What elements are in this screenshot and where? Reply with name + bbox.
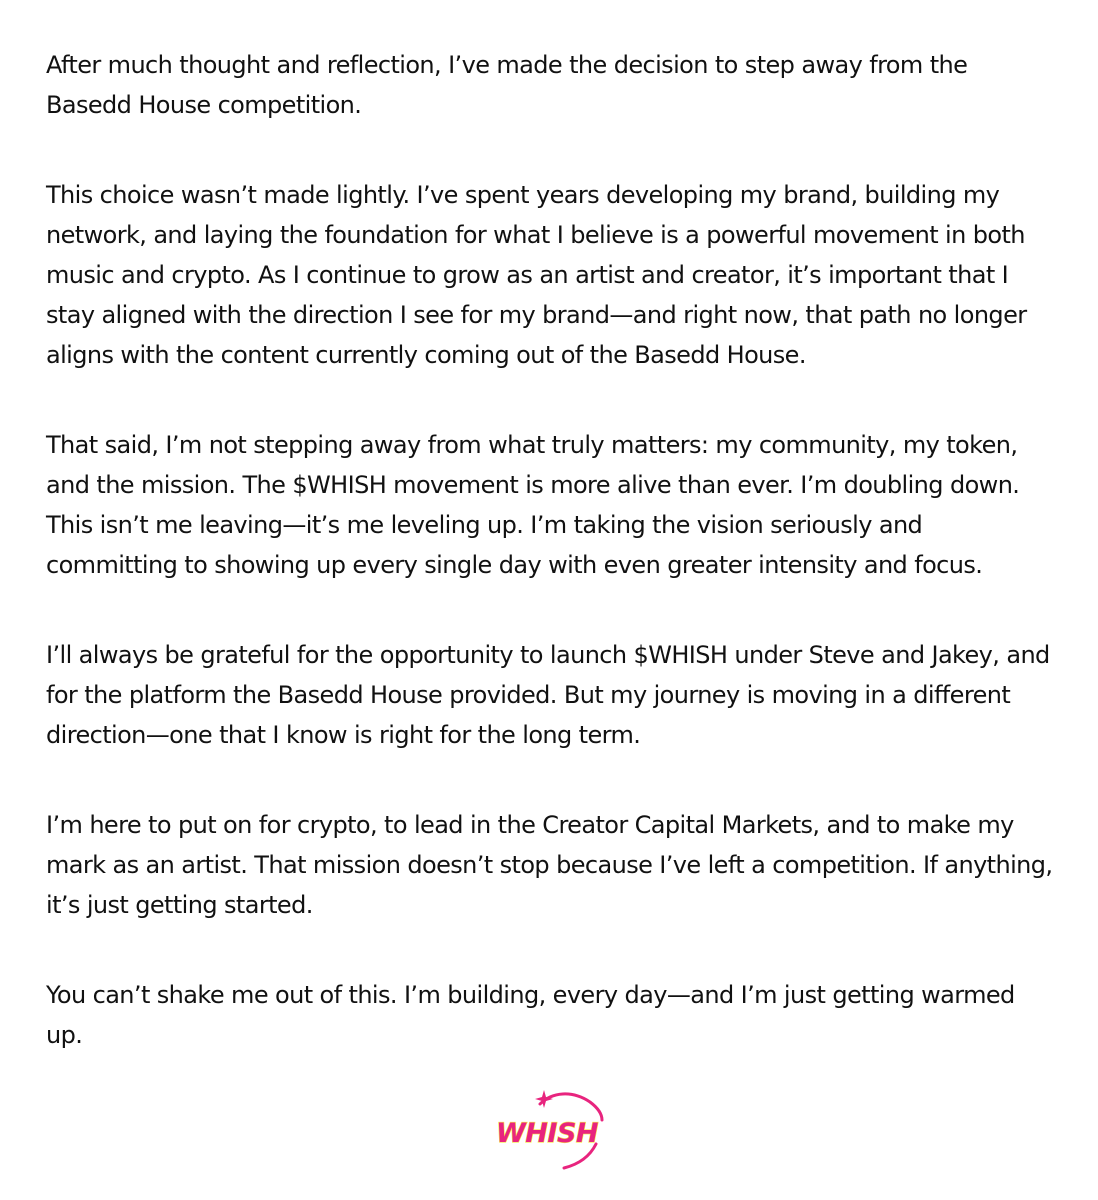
logo-swoosh-top <box>540 1094 602 1120</box>
paragraph-2: This choice wasn’t made lightly. I’ve spent years developing my brand, building my network, and laying the foundation for what I believe is a powerful movement in both music and crypto. As I continue to grow as an artist and creator, it’s important that I stay aligned with the direction I see for my brand—and right now, that path no longer aligns with the content currently coming out of the Basedd House. <box>46 181 1027 369</box>
paragraph-5: I’m here to put on for crypto, to lead in the Creator Capital Markets, and to make my mark as an artist. That mission doesn’t stop because I’ve left a competition. If anything, it’s just getting started. <box>46 811 1053 919</box>
sparkle-icon <box>535 1090 553 1108</box>
paragraph-1: After much thought and reflection, I’ve made the decision to step away from the Basedd House competition. <box>46 51 968 119</box>
paragraph-4: I’ll always be grateful for the opportunity to launch $WHISH under Steve and Jakey, and for the platform the Basedd House provided. But my journey is moving in a different direction—one that I know is right for the long term. <box>46 641 1050 749</box>
logo-wordmark: WHISH <box>496 1118 598 1149</box>
paragraph-3: That said, I’m not stepping away from what truly matters: my community, my token, and the mission. The $WHISH movement is more alive than ever. I’m doubling down. This isn’t me leaving—it’s me leveling up. I’m taking the vision seriously and committing to showing up every single day with even greater intensity and focus. <box>46 431 1020 579</box>
paragraph-6: You can’t shake me out of this. I’m building, every day—and I’m just getting warmed up. <box>46 981 1015 1049</box>
whish-logo <box>484 1086 612 1170</box>
statement-body <box>46 45 1056 1055</box>
